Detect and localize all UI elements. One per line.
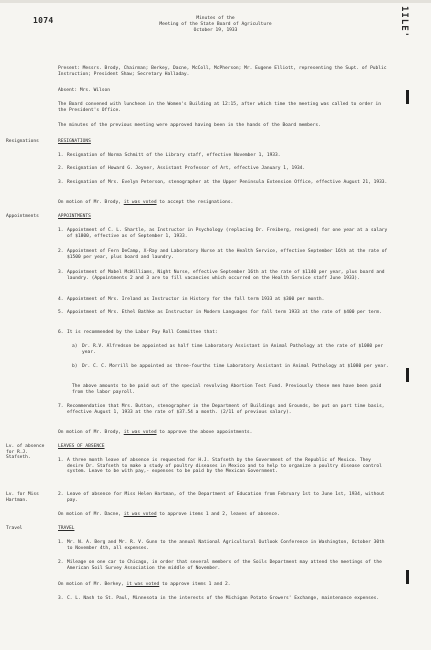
motion-leaves (58, 512, 390, 518)
header-line-3: October 19, 1933 (193, 27, 238, 33)
item-number: 2. (58, 166, 64, 171)
sub-item-text: Dr. C. C. Morrill be appointed as three-fourths time Laboratory Assistant in Animal Pathology at $1080 per year. (82, 364, 389, 369)
margin-label-appointments: Appointments (6, 214, 39, 219)
header-line-1: Minutes of the (196, 16, 235, 21)
motion-voted: it was voted (123, 200, 157, 205)
minutes-approved-paragraph: The minutes of the previous meeting were approved having been in the hands of the Board members. (58, 123, 321, 128)
item-text: Appointment of Mrs. Ireland as Instructor in History for the fall term 1933 at $300 per month. (67, 297, 325, 302)
motion-post: to approve items 1 and 2. (159, 582, 231, 587)
motion-appointments (58, 430, 390, 436)
motion-resignations (58, 200, 390, 206)
motion-pre: On motion of Mr. Dacne, (58, 512, 124, 517)
margin-label-resignations: Resignations (6, 139, 39, 144)
item-number: 3. (58, 596, 64, 601)
motion-pre: On motion of Mr. Berkey, (58, 582, 127, 587)
item-text: Appointment of Mabel McWilliams, Night Nurse, effective September 16th at the rate of $1140 per year, plus board and laundry. (Appointments 2 and 3 are to fill vacancies which occurred on the Health Service staff June 1933). (67, 270, 385, 281)
page-edge (0, 0, 431, 3)
section-heading-leaves: LEAVES OF ABSENCE (58, 444, 105, 449)
margin-marker (406, 368, 409, 382)
item-number: 1. (58, 153, 64, 158)
item-number: 1. (58, 458, 64, 463)
margin-marker (406, 90, 409, 104)
item-number: 5. (58, 310, 64, 315)
item-text: C. L. Nash to St. Paul, Minnesota in the interests of the Michigan Potato Growers' Exchange, maintenance expenses. (67, 596, 380, 601)
item-text: Appointment of C. L. Shartle, as Instructor in Psychology (replacing Dr. Freiberg, resigned) for one year at a salary of $1800, effective as of September 1, 1933. (67, 228, 388, 239)
motion-post: to accept the resignations. (156, 200, 234, 205)
motion-travel (58, 582, 390, 588)
convened-paragraph: The Board convened with luncheon in the Women's Building at 12:15, after which time the meeting was called to order in the President's Office. (58, 102, 382, 113)
sub-item-letter: a) (72, 344, 78, 349)
margin-code: 1ILE' (399, 6, 409, 39)
section-heading-travel: TRAVEL (58, 526, 75, 531)
header-line-2: Meeting of the State Board of Agriculture (159, 21, 272, 27)
motion-post: to approve the above appointments. (156, 430, 253, 435)
item-text: A three month leave of absence is requested for H.J. Stafseth by the Government of the Republic of Mexico. They desire Dr. Stafseth to make a study of poultry diseases in Mexico and to help to organize a poultry disease control system. Leave to be with pay,- expenses to be paid by the Mexican Government. (67, 458, 382, 475)
item-text: Resignation of Howard G. Joyner, Assistant Professor of Art, effective January 1, 1934. (67, 166, 306, 171)
item-text: Appointment of Mrs. Ethel Bathke as Instructor in Modern Languages for fall term 1933 at the rate of $400 per term. (67, 310, 382, 315)
item-number: 1. (58, 228, 64, 233)
item-text: Leave of absence for Miss Helen Hartman, of the Department of Education from February 1st to June 1st, 1934, without pay. (67, 492, 385, 503)
minutes-header (0, 16, 431, 33)
item-number: 2. (58, 249, 64, 254)
margin-label-leave-hartman: Lv. for Miss Hartman. (6, 492, 39, 503)
item-number: 7. (58, 404, 64, 409)
item-number: 2. (58, 560, 64, 565)
item-text: Mileage on one car to Chicago, in order that several members of the Soils Department may attend the meetings of the American Soil Survey Association the middle of November. (67, 560, 382, 571)
item-text: Recommendation that Mrs. Button, stenographer in the Department of Buildings and Grounds, be put on part time basis, effective August 1, 1933 at the rate of $37.54 a month. (2/11 of previous salary). (67, 404, 385, 415)
item-text: Resignation of Norma Schmitt of the Library staff, effective November 1, 1933. (67, 153, 281, 158)
item-number: 4. (58, 297, 64, 302)
margin-marker (406, 570, 409, 584)
item-number: 1. (58, 540, 64, 545)
item-number: 3. (58, 180, 64, 185)
item-text: Mr. N. A. Berg and Mr. R. V. Gunn to the annual National Agricultural Outlook Conference in Washington, October 30th to November 4th, all expenses. (67, 540, 385, 551)
item-text: Appointment of Fern DeCamp, X-Ray and Laboratory Nurse at the Health Service, effective September 16th at the rate of $1500 per year, plus board and laundry. (67, 249, 388, 260)
margin-label-leave-stafseth: Lv. of absence for R.J. Stafseth. (6, 444, 45, 461)
motion-voted: it was voted (123, 512, 157, 517)
item-text: It is recommended by the Labor Pay Roll Committee that: (67, 330, 218, 335)
item-number: 2. (58, 492, 64, 497)
sub-note-text: The above amounts to be paid out of the special revolving Abortion Test Fund. Previously these men have been paid from the labor payroll. (72, 384, 382, 395)
absent-paragraph: Absent: Mrs. Wilson (58, 88, 111, 93)
motion-voted: it was voted (123, 430, 157, 435)
motion-pre: On motion of Mr. Brody, (58, 430, 124, 435)
item-number: 6. (58, 330, 64, 335)
margin-label-travel: Travel (6, 526, 23, 531)
motion-voted: it was voted (126, 582, 160, 587)
page-number: 1074 (33, 16, 54, 25)
item-text: Resignation of Mrs. Evelyn Peterson, stenographer at the Upper Peninsula Extension Office, effective August 21, 1933. (67, 180, 388, 185)
motion-pre: On motion of Mr. Brody, (58, 200, 124, 205)
sub-item-text: Dr. R.V. Alfredson be appointed as half time Laboratory Assistant in Animal Pathology at the rate of $1080 per year. (82, 344, 384, 355)
sub-item-letter: b) (72, 364, 78, 369)
present-paragraph: Present: Messrs. Brody, Chairman; Berkey, Dacne, McColl, McPherson; Mr. Eugene Elliott, representing the Supt. of Public Instruction; President Shaw; Secretary Halladay. (58, 66, 387, 77)
section-heading-resignations: RESIGNATIONS (58, 139, 91, 144)
item-number: 3. (58, 270, 64, 275)
section-heading-appointments: APPOINTMENTS (58, 214, 91, 219)
motion-post: to approve items 1 and 2, leaves of absence. (156, 512, 280, 517)
